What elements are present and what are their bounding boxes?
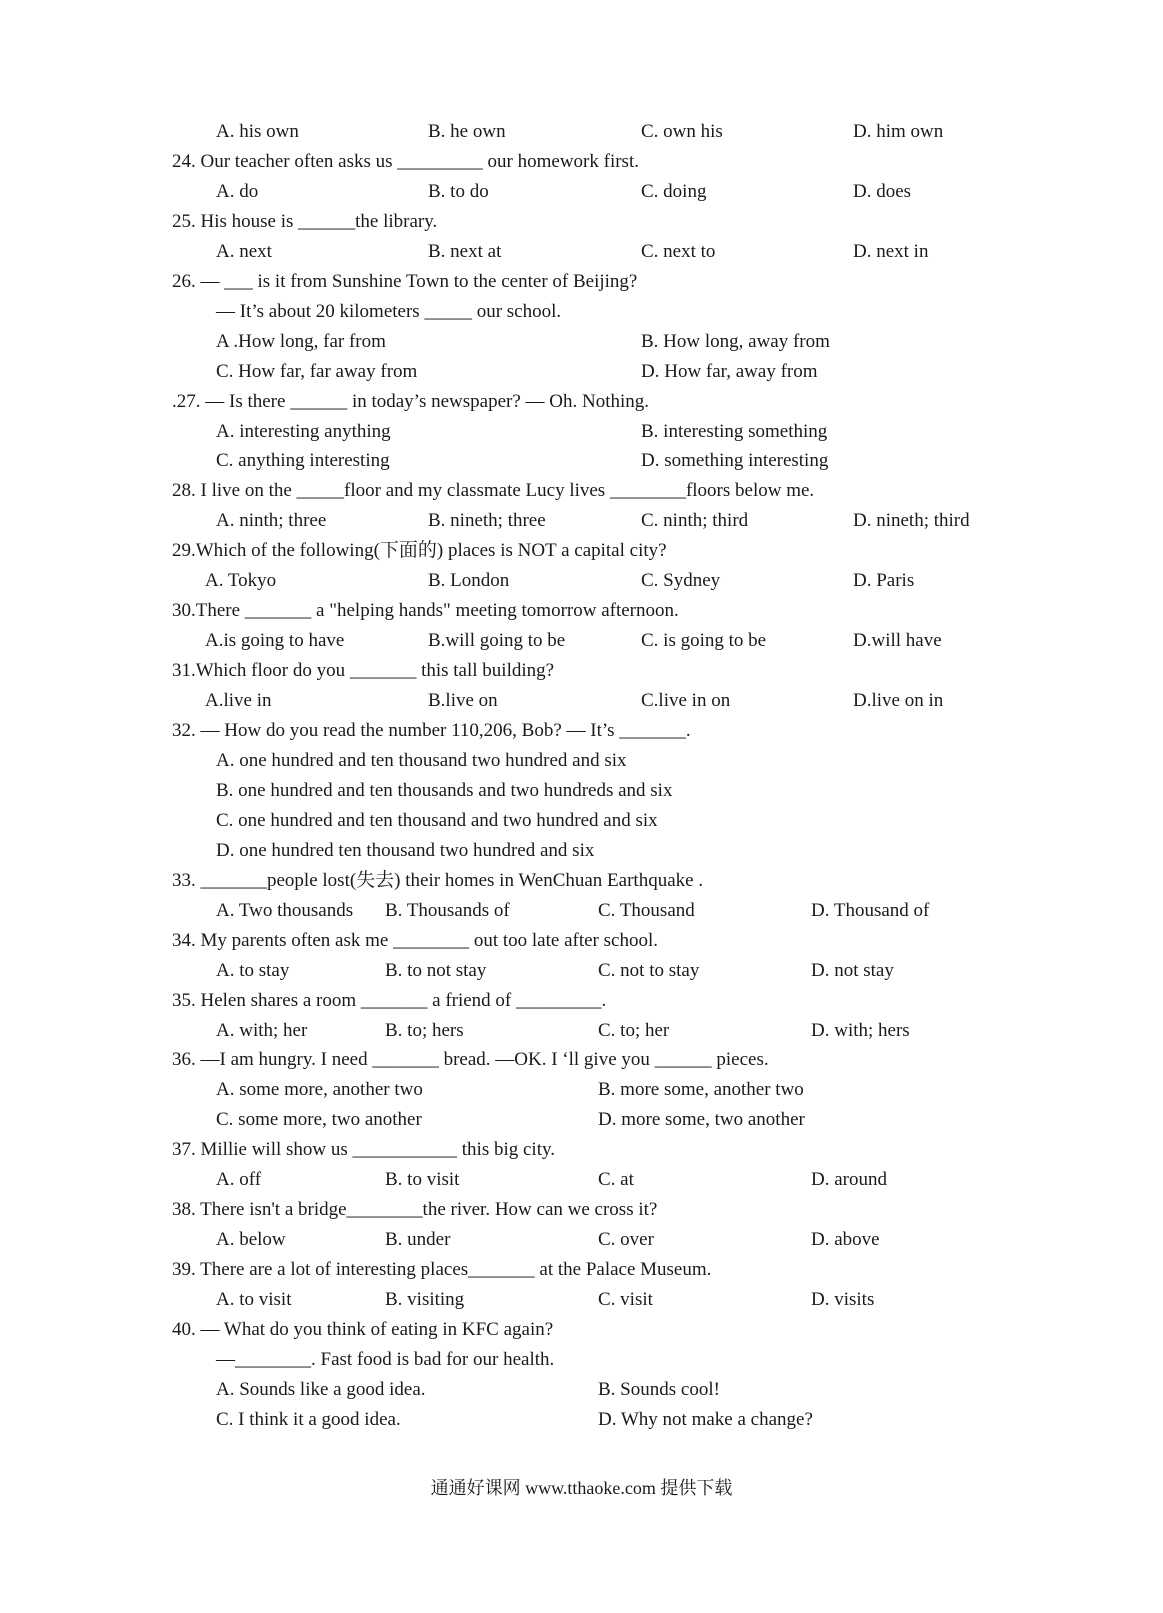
answer-option-c: C.live in on <box>641 690 731 711</box>
question-subline: D. one hundred ten thousand two hundred and six <box>216 840 595 861</box>
answer-option-d: D. above <box>811 1229 880 1250</box>
answer-option-a: A. to visit <box>216 1289 292 1310</box>
answer-option-c: C. not to stay <box>598 960 700 981</box>
option-row <box>0 446 1163 476</box>
answer-option-a: A. some more, another two <box>216 1079 423 1100</box>
option-row <box>0 177 1163 207</box>
answer-option-c: C. over <box>598 1229 654 1250</box>
answer-option-a: A. Tokyo <box>205 570 277 591</box>
question-stem: 38. There isn't a bridge________the river. How can we cross it? <box>172 1199 658 1220</box>
answer-option-b: B. under <box>385 1229 451 1250</box>
option-row <box>0 117 1163 147</box>
answer-option-b: B. Sounds cool! <box>598 1379 720 1400</box>
answer-option-d: D. around <box>811 1169 887 1190</box>
answer-option-b: D. more some, two another <box>598 1109 805 1130</box>
answer-option-a: C. anything interesting <box>216 450 390 471</box>
option-row <box>0 417 1163 447</box>
question-stem: 25. His house is ______the library. <box>172 211 438 232</box>
question-stem: 34. My parents often ask me ________ out too late after school. <box>172 930 658 951</box>
question-subline: —________. Fast food is bad for our health. <box>216 1349 555 1370</box>
answer-option-a: A. with; her <box>216 1020 308 1041</box>
option-row <box>0 1105 1163 1135</box>
option-row <box>0 506 1163 536</box>
question-stem: 36. —I am hungry. I need _______ bread. —OK. I ‘ll give you ______ pieces. <box>172 1049 769 1070</box>
answer-option-c: C. own his <box>641 121 723 142</box>
answer-option-a: A. off <box>216 1169 262 1190</box>
question-stem: 32. — How do you read the number 110,206, Bob? — It’s _______. <box>172 720 691 741</box>
answer-option-a: A. Sounds like a good idea. <box>216 1379 426 1400</box>
question-subline: C. one hundred and ten thousand and two hundred and six <box>216 810 658 831</box>
option-row <box>0 566 1163 596</box>
answer-option-c: C. ninth; third <box>641 510 749 531</box>
answer-option-a: A. his own <box>216 121 299 142</box>
option-row <box>0 896 1163 926</box>
option-row <box>0 1405 1163 1435</box>
answer-option-c: C. visit <box>598 1289 653 1310</box>
answer-option-c: C. doing <box>641 181 707 202</box>
answer-option-b: B. to do <box>428 181 489 202</box>
answer-option-b: D. something interesting <box>641 450 829 471</box>
answer-option-b: B. nineth; three <box>428 510 546 531</box>
option-row <box>0 1165 1163 1195</box>
answer-option-a: C. I think it a good idea. <box>216 1409 401 1430</box>
answer-option-c: C. is going to be <box>641 630 767 651</box>
option-row <box>0 1075 1163 1105</box>
answer-option-a: A. to stay <box>216 960 290 981</box>
answer-option-c: C. at <box>598 1169 634 1190</box>
answer-option-a: A. Two thousands <box>216 900 354 921</box>
question-stem: 31.Which floor do you _______ this tall building? <box>172 660 555 681</box>
option-row <box>0 686 1163 716</box>
question-stem: 30.There _______ a "helping hands" meeting tomorrow afternoon. <box>172 600 679 621</box>
option-row <box>0 956 1163 986</box>
option-row <box>0 1375 1163 1405</box>
question-stem: 28. I live on the _____floor and my classmate Lucy lives ________floors below me. <box>172 480 815 501</box>
question-stem: .27. — Is there ______ in today’s newspaper? — Oh. Nothing. <box>172 391 650 412</box>
answer-option-d: D. not stay <box>811 960 894 981</box>
answer-option-b: D. How far, away from <box>641 361 818 382</box>
question-subline: A. one hundred and ten thousand two hundred and six <box>216 750 627 771</box>
answer-option-c: C. next to <box>641 241 716 262</box>
answer-option-d: D. with; hers <box>811 1020 910 1041</box>
answer-option-a: C. some more, two another <box>216 1109 422 1130</box>
option-row <box>0 357 1163 387</box>
answer-option-a: C. How far, far away from <box>216 361 418 382</box>
answer-option-d: D. Thousand of <box>811 900 930 921</box>
answer-option-d: D. him own <box>853 121 944 142</box>
option-row <box>0 237 1163 267</box>
option-row <box>0 1285 1163 1315</box>
answer-option-d: D.will have <box>853 630 942 651</box>
answer-option-d: D. nineth; third <box>853 510 970 531</box>
answer-option-b: B.will going to be <box>428 630 566 651</box>
answer-option-c: C. to; her <box>598 1020 670 1041</box>
answer-option-b: B. London <box>428 570 510 591</box>
answer-option-b: B. next at <box>428 241 502 262</box>
question-stem: 39. There are a lot of interesting places_______ at the Palace Museum. <box>172 1259 712 1280</box>
answer-option-b: B. he own <box>428 121 506 142</box>
question-stem: 40. — What do you think of eating in KFC again? <box>172 1319 554 1340</box>
answer-option-a: A. do <box>216 181 259 202</box>
question-stem: 37. Millie will show us ___________ this big city. <box>172 1139 555 1160</box>
question-stem: 33. _______people lost(失去) their homes in WenChuan Earthquake . <box>172 870 704 891</box>
answer-option-d: D. does <box>853 181 912 202</box>
question-stem: 24. Our teacher often asks us _________ our homework first. <box>172 151 639 172</box>
answer-option-a: A.is going to have <box>205 630 345 651</box>
question-subline: B. one hundred and ten thousands and two hundreds and six <box>216 780 673 801</box>
answer-option-d: D. next in <box>853 241 929 262</box>
option-row <box>0 327 1163 357</box>
answer-option-b: D. Why not make a change? <box>598 1409 813 1430</box>
answer-option-b: B. How long, away from <box>641 331 830 352</box>
answer-option-b: B. to not stay <box>385 960 487 981</box>
option-row <box>0 1016 1163 1046</box>
question-stem: 26. — ___ is it from Sunshine Town to the center of Beijing? <box>172 271 638 292</box>
answer-option-b: B.live on <box>428 690 498 711</box>
answer-option-b: B. to visit <box>385 1169 460 1190</box>
answer-option-a: A. interesting anything <box>216 421 391 442</box>
answer-option-a: A. ninth; three <box>216 510 327 531</box>
answer-option-b: B. more some, another two <box>598 1079 804 1100</box>
answer-option-a: A .How long, far from <box>216 331 386 352</box>
option-row <box>0 626 1163 656</box>
question-stem: 29.Which of the following(下面的) places is NOT a capital city? <box>172 540 667 561</box>
answer-option-d: D.live on in <box>853 690 944 711</box>
question-stem: 35. Helen shares a room _______ a friend of _________. <box>172 990 607 1011</box>
answer-option-a: A.live in <box>205 690 272 711</box>
answer-option-b: B. visiting <box>385 1289 465 1310</box>
answer-option-b: B. Thousands of <box>385 900 510 921</box>
answer-option-c: C. Sydney <box>641 570 721 591</box>
answer-option-b: B. interesting something <box>641 421 828 442</box>
answer-option-a: A. next <box>216 241 272 262</box>
answer-option-b: B. to; hers <box>385 1020 464 1041</box>
answer-option-d: D. visits <box>811 1289 875 1310</box>
answer-option-c: C. Thousand <box>598 900 695 921</box>
answer-option-d: D. Paris <box>853 570 915 591</box>
question-subline: — It’s about 20 kilometers _____ our school. <box>216 301 562 322</box>
answer-option-a: A. below <box>216 1229 286 1250</box>
option-row <box>0 1225 1163 1255</box>
page-footer: 通通好课网 www.tthaoke.com 提供下载 <box>430 1478 733 1498</box>
